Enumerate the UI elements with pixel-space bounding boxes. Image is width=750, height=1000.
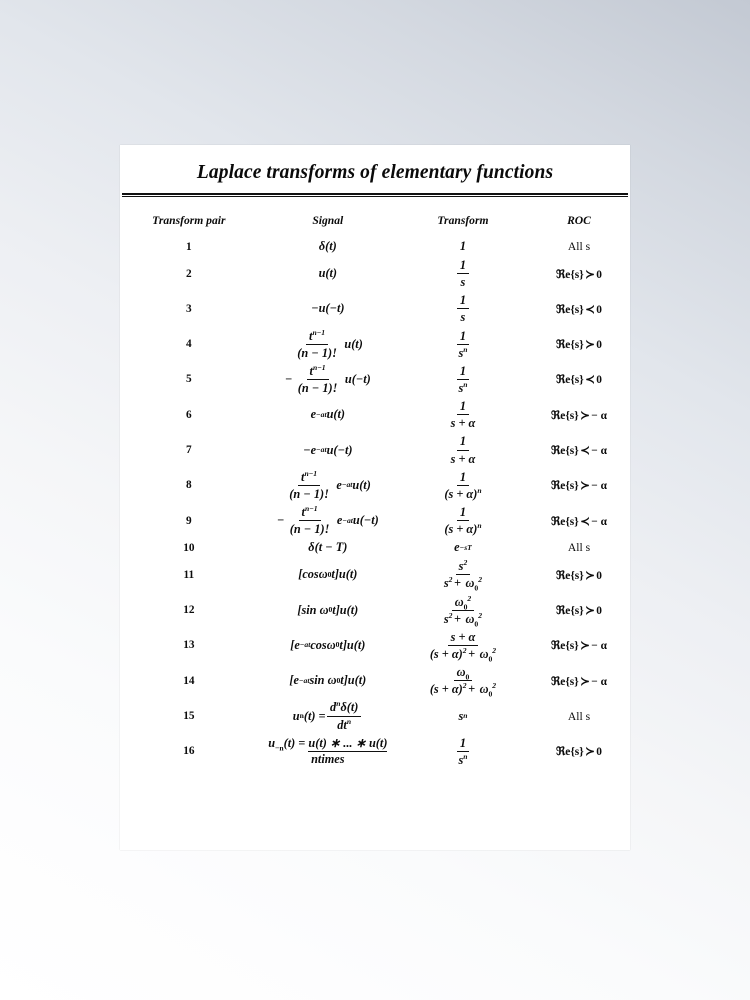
pair-number: 9 — [186, 514, 192, 527]
pair-number: 10 — [183, 541, 195, 554]
table-row — [120, 397, 630, 432]
transform-expression: $\frac{1}{s^n}$ — [458, 735, 468, 767]
roc-expression: ℜe{s} ≻ 0 — [555, 337, 602, 352]
roc-expression: ℜe{s} ≻ − α — [550, 478, 607, 493]
table-header-row — [120, 208, 630, 237]
roc-expression: ℜe{s} ≻ 0 — [555, 567, 602, 582]
roc-expression: ℜe{s} ≻ 0 — [555, 603, 602, 618]
signal-expression: $\frac{t^{n-1}}{(n - 1)!}$ u(t) — [297, 327, 363, 360]
signal-expression: [sin ω 0 t]u(t) — [297, 602, 359, 617]
transform-expression: $\frac{s^2}{s^2 + \omega_0^2}$ — [443, 558, 483, 593]
signal-expression: e −at u(t) — [310, 407, 346, 422]
transform-expression: $\frac{1}{s + \alpha}$ — [450, 434, 476, 466]
transform-expression: $\frac{1}{s}$ — [398, 291, 528, 326]
signal-expression: − e −at u(−t) — [303, 442, 353, 457]
signal-expression: − $\frac{t^{n-1}}{(n - 1)!}$ e −at u(−t) — [276, 503, 379, 537]
transform-expression: s n — [458, 708, 468, 723]
signal-expression: − u(−t) — [311, 301, 345, 316]
table-row — [120, 698, 630, 733]
pair-number: 3 — [186, 302, 192, 315]
roc-expression: ℜe{s} ≺ − α — [550, 513, 607, 528]
signal-expression: u n (t) = $\frac{d^n\delta(t)}{dt^n}$ — [258, 698, 398, 733]
column-header-transform: Transform — [437, 214, 489, 227]
pair-number: 5 — [186, 373, 192, 386]
roc-expression: ℜe{s} ≻ − α — [550, 407, 607, 422]
signal-expression: − $\frac{t^{n-1}}{(n - 1)!}$ u(−t) — [284, 362, 371, 395]
transform-expression: $\frac{1}{(s + \alpha)^n}$ — [444, 504, 482, 537]
signal-expression: δ(t − T) — [308, 540, 348, 555]
page-title: Laplace transforms of elementary functions — [196, 162, 554, 183]
transform-table — [120, 208, 630, 769]
column-header-pair: Transform pair — [152, 214, 226, 227]
transform-expression: $\frac{1}{s^n}$ — [458, 363, 468, 395]
table-row — [120, 291, 630, 326]
roc-expression: ℜe{s} ≺ − α — [550, 443, 607, 458]
table-row — [120, 468, 630, 503]
table-row — [120, 628, 630, 663]
signal-expression: [e −at cosω 0 t]u(t) — [290, 637, 366, 652]
transform-expression: e −sT — [454, 540, 472, 555]
pair-number: 14 — [183, 674, 195, 687]
roc-expression: All s — [567, 541, 591, 555]
column-header-roc: ROC — [567, 214, 591, 227]
pair-number: 11 — [183, 568, 195, 581]
transform-expression: $\frac{1}{(s + \alpha)^n}$ — [444, 469, 482, 501]
pair-number: 15 — [183, 710, 195, 723]
signal-expression: u(t) — [318, 266, 338, 281]
pair-number: 12 — [183, 604, 195, 617]
roc-expression: All s — [567, 709, 591, 723]
laplace-transform-poster — [120, 145, 630, 850]
roc-expression: ℜe{s} ≺ 0 — [555, 372, 602, 387]
table-row — [120, 362, 630, 397]
transform-expression: $\frac{1}{s + \alpha}$ — [450, 399, 476, 431]
pair-number: 13 — [183, 639, 195, 652]
pair-number: 4 — [186, 338, 192, 351]
signal-expression: $u_{-n}(t) = u(t)$ ∗ ... ∗ u(t) ntimes — [268, 736, 388, 767]
table-row — [120, 256, 630, 291]
column-header-signal: Signal — [312, 214, 344, 227]
table-row — [120, 503, 630, 538]
title-divider — [122, 193, 628, 198]
transform-expression: $\frac{1}{s}$ — [398, 256, 528, 291]
transform-expression: $\frac{\omega_0}{(s + \alpha)^2 + \omega_0^2}$ — [429, 665, 497, 699]
signal-expression: $\frac{t^{n-1}}{(n - 1)!}$ e −at u(t) — [289, 468, 371, 501]
table-row — [120, 432, 630, 467]
table-row — [120, 593, 630, 628]
transform-expression: $\frac{\omega_0^2}{s^2 + \omega_0^2}$ — [443, 593, 483, 629]
roc-expression: ℜe{s} ≺ 0 — [555, 301, 602, 316]
roc-expression: ℜe{s} ≻ 0 — [555, 744, 602, 759]
transform-expression: $\frac{s + \alpha}{(s + \alpha)^2 + \omega_0^2}$ — [429, 629, 497, 664]
pair-number: 8 — [186, 479, 192, 492]
pair-number: 16 — [183, 745, 195, 758]
pair-number: 1 — [186, 240, 192, 253]
pair-number: 7 — [186, 444, 192, 457]
table-row — [120, 557, 630, 592]
transform-expression: 1 — [459, 239, 467, 253]
roc-expression: ℜe{s} ≻ − α — [550, 638, 607, 653]
table-row — [120, 734, 630, 769]
transform-expression: $\frac{1}{s^n}$ — [458, 328, 468, 360]
signal-expression: [cosω 0 t]u(t) — [298, 567, 358, 582]
table-row — [120, 663, 630, 698]
roc-expression: All s — [567, 240, 591, 253]
pair-number: 2 — [186, 267, 192, 280]
table-row — [120, 538, 630, 557]
table-row — [120, 327, 630, 362]
roc-expression: ℜe{s} ≻ − α — [550, 673, 607, 688]
roc-expression: ℜe{s} ≻ 0 — [555, 266, 602, 281]
signal-expression: [e −at sin ω 0 t]u(t) — [289, 673, 367, 688]
table-row — [120, 237, 630, 256]
signal-expression: δ(t) — [318, 239, 337, 253]
pair-number: 6 — [186, 408, 192, 421]
